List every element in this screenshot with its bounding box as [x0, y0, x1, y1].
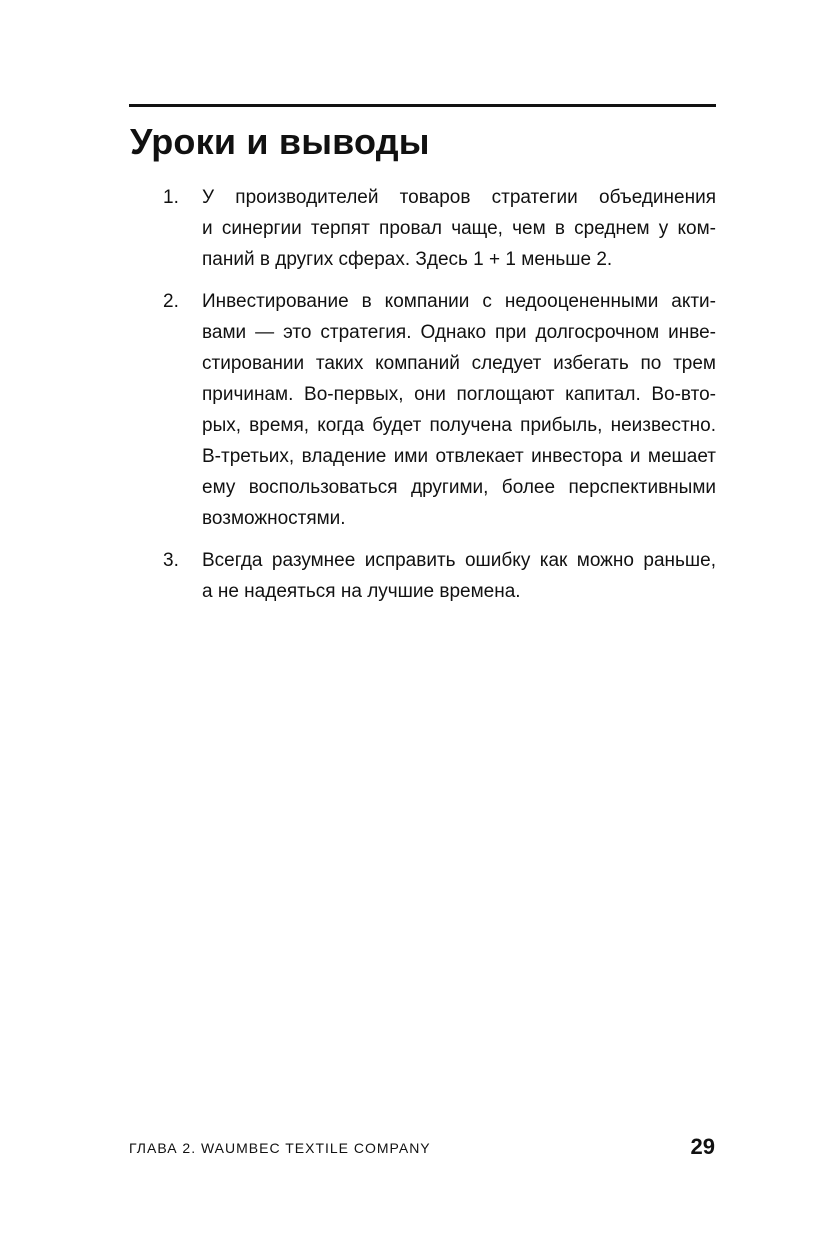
text-line: ему воспользоваться другими, более перспективными — [202, 477, 716, 498]
text-line: стировании таких компаний следует избегать по трем — [202, 353, 716, 374]
page-number: 29 — [690, 1134, 715, 1159]
top-rule — [129, 104, 716, 107]
text-line: возможностями. — [202, 508, 346, 529]
text-line: У производителей товаров стратегии объединения — [202, 187, 716, 208]
text-line: В-третьих, владение ими отвлекает инвестора и мешает — [202, 446, 716, 467]
list-item — [163, 545, 716, 607]
text-line: паний в других сферах. Здесь 1 + 1 меньше 2. — [202, 249, 613, 270]
list-item-number: 2. — [163, 291, 179, 312]
text-line: и синергии терпят провал чаще, чем в среднем у ком- — [202, 218, 716, 239]
text-line: причинам. Во-первых, они поглощают капитал. Во-вто- — [202, 384, 716, 405]
list-item — [163, 286, 716, 534]
text-line: Инвестирование в компании с недооцененными акти- — [202, 291, 716, 312]
lessons-list — [163, 182, 716, 618]
text-line: Всегда разумнее исправить ошибку как можно раньше, — [202, 550, 716, 571]
list-item — [163, 182, 716, 275]
running-footer-chapter: ГЛАВА 2. WAUMBEC TEXTILE COMPANY — [129, 1140, 431, 1156]
list-item-number: 1. — [163, 187, 179, 208]
text-line: вами — это стратегия. Однако при долгосрочном инве- — [202, 322, 716, 343]
list-item-number: 3. — [163, 550, 179, 571]
text-line: а не надеяться на лучшие времена. — [202, 581, 521, 602]
section-heading: Уроки и выводы — [130, 121, 430, 162]
text-line: рых, время, когда будет получена прибыль, неизвестно. — [202, 415, 716, 436]
